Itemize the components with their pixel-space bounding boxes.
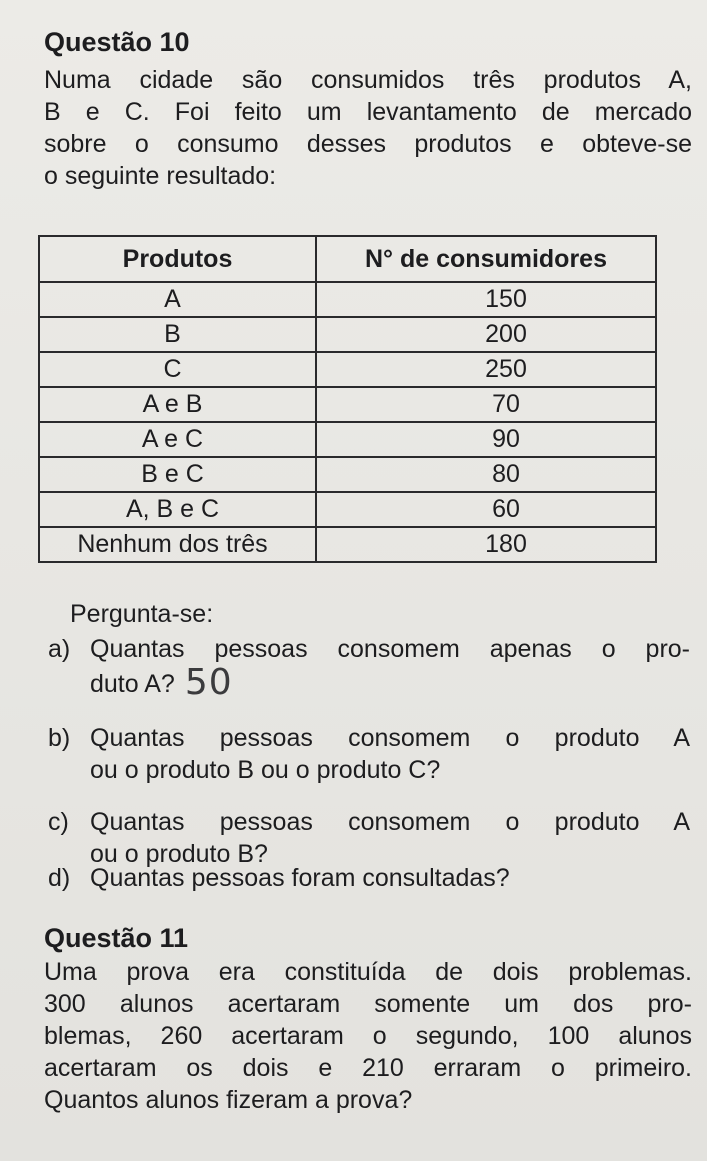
- item-line: ou o produto B?: [90, 840, 268, 868]
- body-line: Uma prova era constituída de dois problemas.: [44, 958, 692, 986]
- question-11-title: Questão 11: [44, 923, 189, 953]
- item-line: [90, 662, 690, 703]
- cell-count: 180: [316, 527, 656, 562]
- question-11-body: [44, 956, 692, 1116]
- item-text: [90, 633, 690, 703]
- table-row: [39, 492, 656, 527]
- item-marker: a): [48, 635, 71, 663]
- item-line: Quantas pessoas consomem o produto A: [90, 808, 690, 836]
- cell-product: C: [39, 352, 316, 387]
- consumers-table: [38, 235, 657, 563]
- header-consumidores: N° de consumidores: [316, 236, 656, 282]
- cell-count: 90: [316, 422, 656, 457]
- table-row: [39, 317, 656, 352]
- question-10-title: Questão 10: [44, 27, 190, 57]
- intro-line: B e C. Foi feito um levantamento de mercado: [44, 98, 692, 126]
- item-text: [90, 722, 690, 786]
- cell-product: A, B e C: [39, 492, 316, 527]
- cell-count: 60: [316, 492, 656, 527]
- item-line: Quantas pessoas consomem o produto A: [90, 724, 690, 752]
- cell-count: 200: [316, 317, 656, 352]
- header-produtos: Produtos: [39, 236, 316, 282]
- item-marker: b): [48, 724, 71, 752]
- body-line: acertaram os dois e 210 erraram o primeiro.: [44, 1054, 692, 1082]
- body-line: blemas, 260 acertaram o segundo, 100 alunos: [44, 1022, 692, 1050]
- item-line: Quantas pessoas foram consultadas?: [90, 864, 510, 892]
- ask-label: Pergunta-se:: [70, 600, 214, 628]
- body-line: Quantos alunos fizeram a prova?: [44, 1086, 413, 1114]
- cell-count: 80: [316, 457, 656, 492]
- table-row: [39, 457, 656, 492]
- intro-line: o seguinte resultado:: [44, 162, 277, 190]
- cell-product: B: [39, 317, 316, 352]
- body-line: 300 alunos acertaram somente um dos pro-: [44, 990, 692, 1018]
- table-row: [39, 282, 656, 317]
- table-row: [39, 422, 656, 457]
- intro-line: Numa cidade são consumidos três produtos A,: [44, 66, 692, 94]
- table-row: [39, 387, 656, 422]
- handwritten-answer: 50: [184, 662, 233, 703]
- item-line: Quantas pessoas consomem apenas o pro-: [90, 635, 690, 663]
- cell-product: A e C: [39, 422, 316, 457]
- cell-product: A: [39, 282, 316, 317]
- table-row: [39, 352, 656, 387]
- item-line-text: duto A?: [90, 670, 175, 698]
- cell-count: 250: [316, 352, 656, 387]
- cell-count: 70: [316, 387, 656, 422]
- table-header-row: [39, 236, 656, 282]
- cell-product: B e C: [39, 457, 316, 492]
- item-text: [90, 806, 690, 870]
- item-text: [90, 862, 690, 894]
- item-marker: d): [48, 864, 71, 892]
- cell-product: A e B: [39, 387, 316, 422]
- table-row: [39, 527, 656, 562]
- item-marker: c): [48, 808, 69, 836]
- item-line: ou o produto B ou o produto C?: [90, 756, 441, 784]
- question-10-intro: [44, 64, 692, 192]
- intro-line: sobre o consumo desses produtos e obteve-se: [44, 130, 692, 158]
- cell-product: Nenhum dos três: [39, 527, 316, 562]
- cell-count: 150: [316, 282, 656, 317]
